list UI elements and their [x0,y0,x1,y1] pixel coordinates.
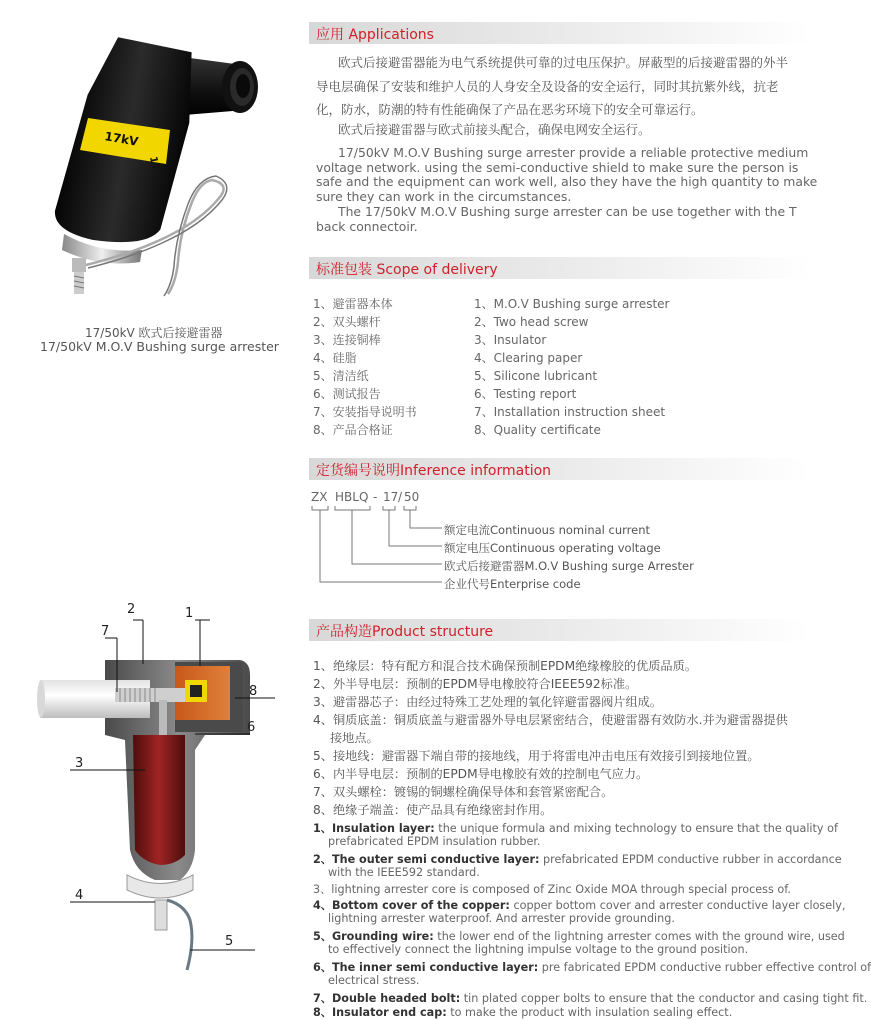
structure-cn-line: 2、外半导电层：预制的EPDM导电橡胶符合IEEE592标准。 [313,677,638,691]
structure-cn-line: 4、铜质底盖：铜质底盖与避雷器外导电层紧密结合，使避雷器有效防水.并为避雷器提供 [313,713,788,727]
delivery-en-item: 4、Clearing paper [474,351,583,365]
structure-cn-line: 7、双头螺栓：镀锡的铜螺栓确保导体和套管紧密配合。 [313,785,614,799]
diagram-label-5: 5 [225,934,234,949]
applications-en-line: back connectoir. [316,219,418,234]
delivery-cn-item: 8、产品合格证 [313,423,393,437]
diagram-label-6: 6 [247,720,256,735]
structure-en-rest: tin plated copper bolts to ensure that the conductor and casing tight fit. [460,992,868,1005]
legend-current: 额定电流Continuous nominal current [444,523,650,537]
structure-cn-line: 1、绝缘层：特有配方和混合技术确保预制EPDM绝缘橡胶的优质品质。 [313,659,697,673]
structure-en-item [313,1004,732,1020]
label-text: 17kV [103,129,140,149]
legend-arrester: 欧式后接避雷器M.O.V Bushing surge Arrester [444,559,694,573]
delivery-cn-item: 7、安装指导说明书 [313,405,417,419]
structure-cn-line: 6、内半导电层：预制的EPDM导电橡胶有效的控制电气应力。 [313,767,649,781]
applications-en-line: The 17/50kV M.O.V Bushing surge arrester can be use together with the T [338,204,797,219]
structure-en-lead: 1、Insulation layer: [313,822,435,835]
product-photo [50,22,280,322]
structure-cn-line: 5、接地线：避雷器下端自带的接地线，用于将雷电冲击电压有效接引到接地位置。 [313,749,760,763]
delivery-en-item: 8、Quality certificate [474,423,601,437]
delivery-cn-item: 1、避雷器本体 [313,297,393,311]
diagram-label-1: 1 [185,606,194,621]
structure-en-lead: 8、Insulator end cap: [313,1006,447,1019]
applications-cn-line: 导电层确保了安装和维护人员的人身安全及设备的安全运行，同时其抗紫外线，抗老 [316,79,779,94]
delivery-en-item: 6、Testing report [474,387,577,401]
label-text-side: 17 [147,155,161,172]
diagram-label-7: 7 [101,624,110,639]
delivery-en-item: 7、Installation instruction sheet [474,405,666,419]
arrester-cross-section [35,600,305,990]
code-dash: - [373,490,378,504]
arrester-photo-illustration [50,22,280,322]
delivery-cn-item: 4、硅脂 [313,351,357,365]
photo-caption-en: 17/50kV M.O.V Bushing surge arrester [40,339,279,354]
inference-header [309,458,810,480]
structure-en-cont: to effectively connect the lightning impulse voltage to the ground position. [328,943,749,956]
applications-header [309,22,810,44]
delivery-en-item: 1、M.O.V Bushing surge arrester [474,297,670,311]
structure-en-lead: 4、Bottom cover of the copper: [313,899,510,912]
applications-en-line: 17/50kV M.O.V Bushing surge arrester provide a reliable protective medium [338,145,809,160]
structure-en-cont: prefabricated EPDM insulation rubber. [328,835,541,848]
diagram-label-3: 3 [75,756,84,771]
structure-en-cont: with the IEEE592 standard. [328,866,480,879]
code-50: 50 [404,490,420,504]
photo-caption-cn: 17/50kV 欧式后接避雷器 [85,326,223,340]
structure-cn-line: 接地点。 [330,731,379,745]
structure-en-item [313,851,842,867]
legend-voltage: 额定电压Continuous operating voltage [444,541,661,555]
delivery-en-item: 3、Insulator [474,333,547,347]
applications-heading: 应用 Applications [316,27,434,43]
structure-en-rest: pre fabricated EPDM conductive rubber effective control of [538,961,871,974]
code-zx: ZX [311,490,328,504]
applications-cn-line: 化，防水，防潮的特有性能确保了产品在恶劣环境下的安全可靠运行。 [316,102,704,117]
applications-en-line: voltage network. using the semi-conductive shield to make sure the person is [316,160,799,175]
diagram-label-4: 4 [75,888,84,903]
structure-en-item [313,897,845,913]
structure-cn-line: 3、避雷器芯子：由经过特殊工艺处理的氧化锌避雷器阀片组成。 [313,695,663,709]
structure-en-rest: to make the product with insulation sealing effect. [446,1006,733,1019]
structure-en-rest: the unique formula and mixing technology to ensure that the quality of [434,822,838,835]
structure-en-lead: 2、The outer semi conductive layer: [313,853,540,866]
structure-en-item [313,928,845,944]
delivery-cn-item: 5、清洁纸 [313,369,369,383]
structure-en-item [313,881,791,897]
delivery-en-item: 5、Silicone lubricant [474,369,598,383]
structure-header [309,619,810,641]
structure-en-lead: 6、The inner semi conductive layer: [313,961,539,974]
structure-heading: 产品构造Product structure [316,624,494,640]
legend-enterprise: 企业代号Enterprise code [444,577,581,591]
code-hblq: HBLQ [335,490,369,504]
diagram-label-8: 8 [249,684,258,699]
structure-en-cont: lightning arrester waterproof. And arrester provide grounding. [328,912,675,925]
structure-en-rest: the lower end of the lightning arrester comes with the ground wire, used [433,930,845,943]
inference-heading: 定货编号说明Inference information [316,463,552,479]
applications-en-line: sure they can work in the circumstances. [316,189,572,204]
structure-en-item [313,820,838,836]
applications-cn-line: 欧式后接避雷器与欧式前接头配合，确保电网安全运行。 [338,122,651,137]
diagram-label-2: 2 [127,602,136,617]
structure-en-lead: 5、Grounding wire: [313,930,434,943]
code-17: 17 [383,490,399,504]
structure-diagram [35,600,305,990]
delivery-cn-item: 6、测试报告 [313,387,381,401]
delivery-cn-item: 2、双头螺杆 [313,315,381,329]
structure-en-lead: 3、lightning arrester core is composed of Zinc Oxide MOA through special process of. [313,883,791,896]
applications-cn-line: 欧式后接避雷器能为电气系统提供可靠的过电压保护。屏蔽型的后接避雷器的外半 [338,55,789,70]
code-bracket-lines [300,500,460,590]
structure-en-rest: prefabricated EPDM conductive rubber in accordance [539,853,842,866]
delivery-header [309,257,810,279]
code-slash: / [398,490,403,504]
delivery-heading: 标准包装 Scope of delivery [316,262,498,278]
applications-en-line: safe and the equipment can work well, also they have the high quantity to make [316,174,818,189]
delivery-en-item: 2、Two head screw [474,315,589,329]
structure-en-rest: copper bottom cover and arrester conductive layer closely, [509,899,846,912]
delivery-cn-item: 3、连接铜棒 [313,333,381,347]
structure-cn-line: 8、绝缘子端盖：使产品具有绝缘密封作用。 [313,803,553,817]
structure-en-item [313,959,871,975]
structure-en-lead: 7、Double headed bolt: [313,992,461,1005]
structure-en-cont: electrical stress. [328,974,420,987]
